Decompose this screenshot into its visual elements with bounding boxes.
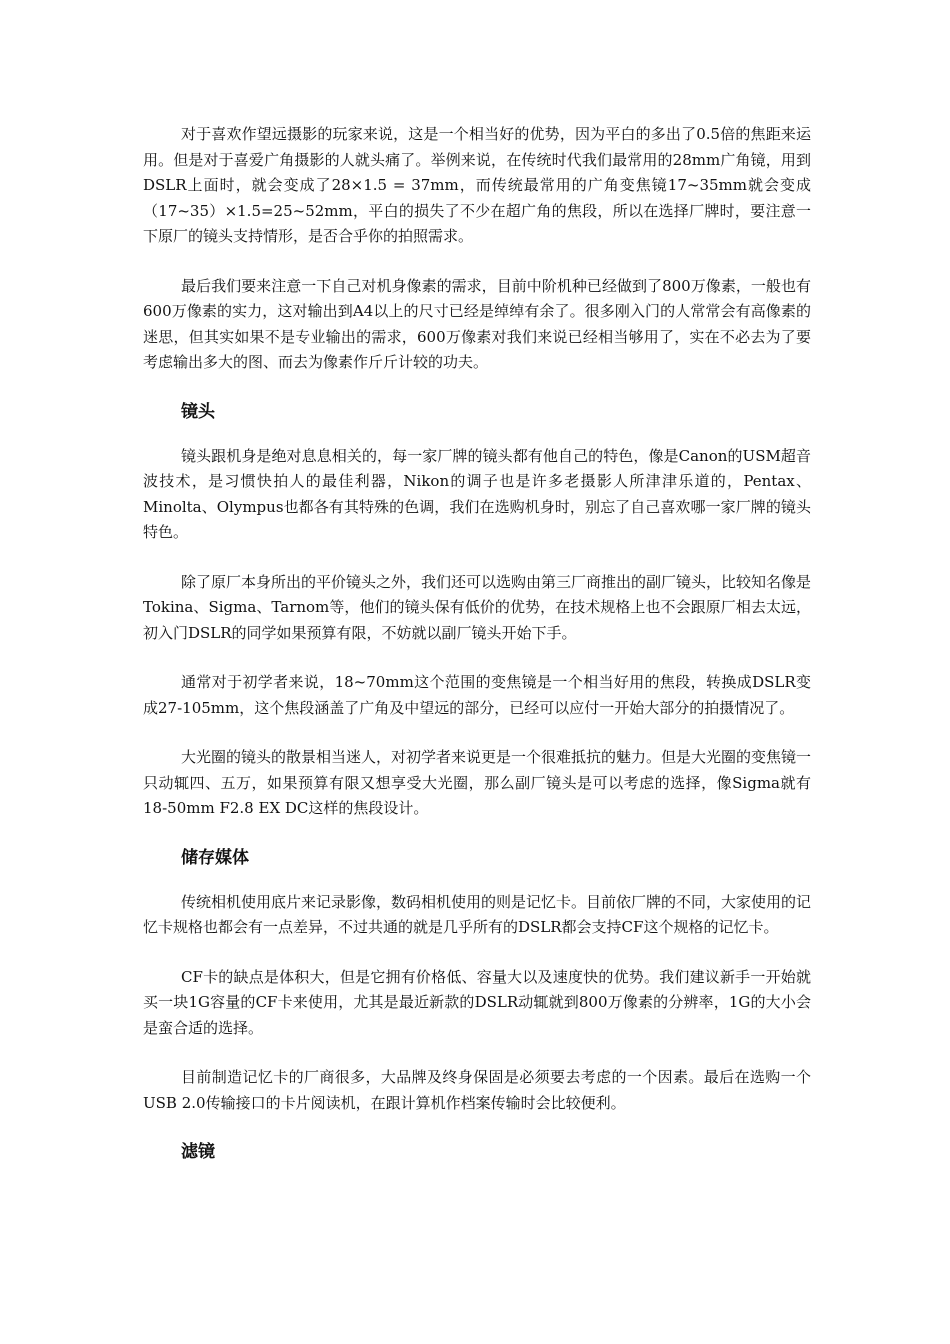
heading-lens: 镜头 (181, 401, 215, 422)
paragraph-memory-card: 传统相机使用底片来记录影像，数码相机使用的则是记忆卡。目前依厂牌的不同，大家使用的记忆卡规格也都会有一点差异，不过共通的就是几乎所有的DSLR都会支持CF这个规格的记忆卡。 (143, 892, 812, 936)
paragraph-wide-angle: 对于喜欢作望远摄影的玩家来说，这是一个相当好的优势，因为平白的多出了0.5倍的焦距来运用。但是对于喜爱广角摄影的人就头痛了。举例来说，在传统时代我们最常用的28mm广角镜，用到DSLR上面时，就会变成了28×1.5 = 37mm，而传统最常用的广角变焦镜17~35mm就会变成（17~35）×1.5=25~52mm，平白的损失了不少在超广角的焦段，所以在选择厂牌时，要注意一下原厂的镜头支持情形，是否合乎你的拍照需求。 (143, 125, 811, 245)
paragraph-cf-card: CF卡的缺点是体积大，但是它拥有价格低、容量大以及速度快的优势。我们建议新手一开始就买一块1G容量的CF卡来使用，尤其是最近新款的DSLR动辄就到800万像素的分辨率，1G的大小会是蛮合适的选择。 (143, 967, 811, 1037)
heading-filter: 滤镜 (181, 1142, 215, 1162)
document-page (143, 122, 811, 1184)
paragraph-card-reader: 目前制造记忆卡的厂商很多，大品牌及终身保固是必须要去考虑的一个因素。最后在选购一个USB 2.0传输接口的卡片阅读机，在跟计算机作档案传输时会比较便利。 (143, 1068, 811, 1112)
paragraph-third-party-lens: 除了原厂本身所出的平价镜头之外，我们还可以选购由第三厂商推出的副厂镜头，比较知名像是Tokina、Sigma、Tarnom等，他们的镜头保有低价的优势，在技术规格上也不会跟原厂相去太远，初入门DSLR的同学如果预算有限，不妨就以副厂镜头开始下手。 (143, 572, 812, 642)
paragraph-lens-brands: 镜头跟机身是绝对息息相关的，每一家厂牌的镜头都有他自己的特色，像是Canon的USM超音波技术，是习惯快拍人的最佳利器，Nikon的调子也是许多老摄影人所津津乐道的，Pentax、Minolta、Olympus也都各有其特殊的色调，我们在选购机身时，别忘了自己喜欢哪一家厂牌的镜头特色。 (143, 446, 811, 541)
paragraph-large-aperture: 大光圈的镜头的散景相当迷人，对初学者来说更是一个很难抵抗的魅力。但是大光圈的变焦镜一只动辄四、五万，如果预算有限又想享受大光圈，那么副厂镜头是可以考虑的选择，像Sigma就有18-50mm F2.8 EX DC这样的焦段设计。 (143, 748, 812, 817)
paragraph-pixels: 最后我们要来注意一下自己对机身像素的需求，目前中阶机种已经做到了800万像素，一般也有600万像素的实力，这对输出到A4以上的尺寸已经是绰绰有余了。很多刚入门的人常常会有高像素的迷思，但其实如果不是专业输出的需求，600万像素对我们来说已经相当够用了，实在不必去为了要考虑输出多大的图、而去为像素作斤斤计较的功夫。 (143, 276, 811, 371)
heading-storage: 储存媒体 (181, 847, 249, 868)
paragraph-zoom-range: 通常对于初学者来说，18~70mm这个范围的变焦镜是一个相当好用的焦段，转换成DSLR变成27-105mm，这个焦段涵盖了广角及中望远的部分，已经可以应付一开始大部分的拍摄情况了。 (143, 673, 811, 717)
